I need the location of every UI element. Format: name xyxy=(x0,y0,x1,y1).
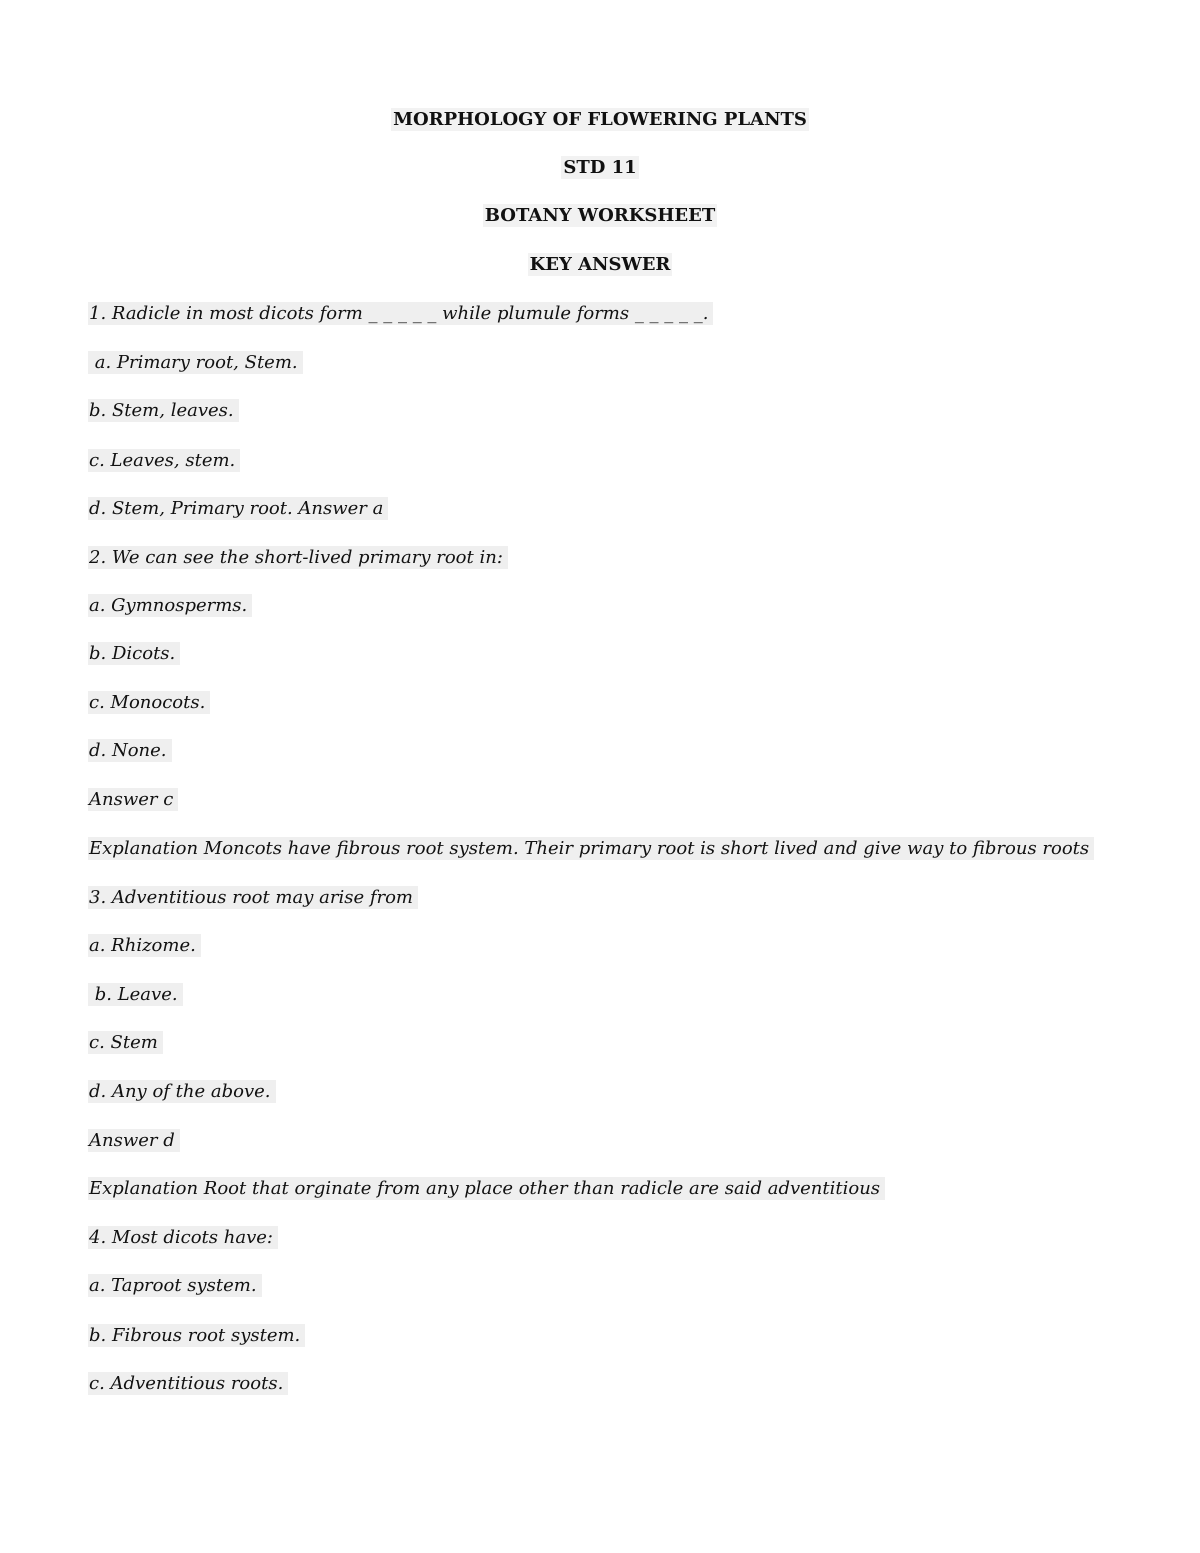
q2-explanation: Explanation Moncots have fibrous root system. Their primary root is short lived and give way to fibrous roots xyxy=(88,837,1094,861)
question-4: 4. Most dicots have: xyxy=(88,1226,278,1250)
q2-answer: Answer c xyxy=(88,788,178,812)
q3-explanation: Explanation Root that orginate from any place other than radicle are said adventitious xyxy=(88,1177,885,1201)
q1-option-c: c. Leaves, stem. xyxy=(88,449,240,473)
q3-option-c: c. Stem xyxy=(88,1031,163,1055)
q1-option-a: a. Primary root, Stem. xyxy=(88,351,303,375)
q2-option-b: b. Dicots. xyxy=(88,642,180,666)
document-title: MORPHOLOGY OF FLOWERING PLANTS xyxy=(393,109,807,130)
q4-option-c: c. Adventitious roots. xyxy=(88,1372,288,1396)
q2-option-d: d. None. xyxy=(88,739,172,763)
q4-option-b: b. Fibrous root system. xyxy=(88,1324,305,1348)
q3-option-d: d. Any of the above. xyxy=(88,1080,276,1104)
key-answer-label: KEY ANSWER xyxy=(529,254,671,275)
question-2: 2. We can see the short-lived primary root in: xyxy=(88,546,508,570)
q4-option-a: a. Taproot system. xyxy=(88,1274,262,1298)
question-3: 3. Adventitious root may arise from xyxy=(88,886,418,910)
q2-option-a: a. Gymnosperms. xyxy=(88,594,252,618)
q1-option-b: b. Stem, leaves. xyxy=(88,399,239,423)
q2-option-c: c. Monocots. xyxy=(88,691,210,715)
subject-label: BOTANY WORKSHEET xyxy=(484,205,716,226)
standard-label: STD 11 xyxy=(563,157,637,178)
q3-option-b: b. Leave. xyxy=(88,983,183,1007)
question-1: 1. Radicle in most dicots form _ _ _ _ _ while plumule forms _ _ _ _ _. xyxy=(88,302,713,326)
q1-option-d: d. Stem, Primary root. Answer a xyxy=(88,497,388,521)
q3-option-a: a. Rhizome. xyxy=(88,934,201,958)
q3-answer: Answer d xyxy=(88,1129,180,1153)
